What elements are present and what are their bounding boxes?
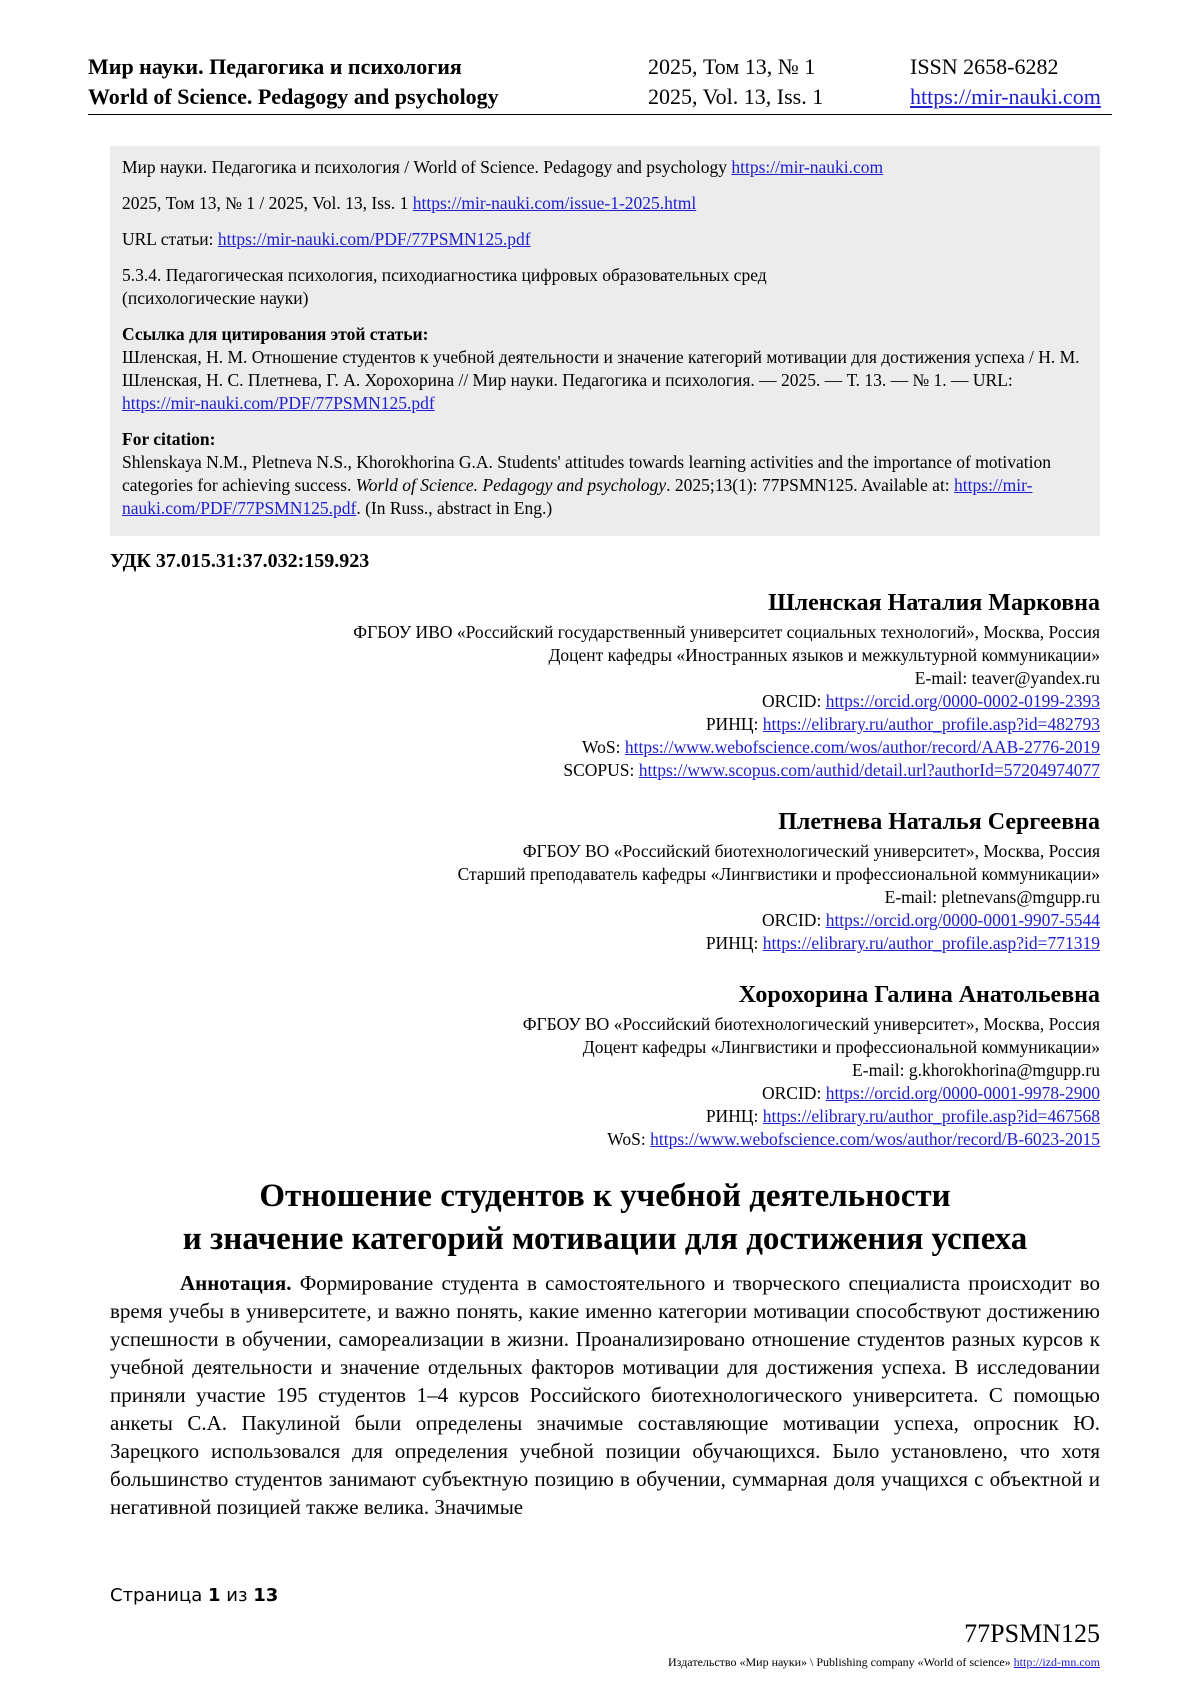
journal-title-ru: Мир науки. Педагогика и психология <box>88 54 462 79</box>
author-position: Доцент кафедры «Лингвистики и профессиональной коммуникации» <box>582 1037 1100 1057</box>
author-email: E-mail: pletnevans@mgupp.ru <box>884 887 1100 907</box>
author-orcid: ORCID: https://orcid.org/0000-0002-0199-2393 <box>762 691 1100 711</box>
author-email: E-mail: g.khorokhorina@mgupp.ru <box>852 1060 1100 1080</box>
author-position: Доцент кафедры «Иностранных языков и межкультурной коммуникации» <box>548 645 1100 665</box>
citation-en-label: For citation: <box>122 429 216 449</box>
author-orcid: ORCID: https://orcid.org/0000-0001-9978-2900 <box>762 1083 1100 1103</box>
rinc-link[interactable]: https://elibrary.ru/author_profile.asp?id=771319 <box>762 933 1100 953</box>
author-wos: WoS: https://www.webofscience.com/wos/author/record/AAB-2776-2019 <box>582 737 1100 757</box>
info-specialty: 5.3.4. Педагогическая психология, психодиагностика цифровых образовательных сред (психологические науки) <box>122 265 767 308</box>
author-orcid: ORCID: https://orcid.org/0000-0001-9907-5544 <box>762 910 1100 930</box>
author-block <box>110 806 1100 955</box>
article-code: 77PSMN125 <box>964 1619 1100 1648</box>
author-email: E-mail: teaver@yandex.ru <box>914 668 1100 688</box>
journal-site-link[interactable]: https://mir-nauki.com <box>910 84 1101 109</box>
citation-en-journal: World of Science. Pedagogy and psychology <box>355 475 667 495</box>
orcid-link[interactable]: https://orcid.org/0000-0001-9907-5544 <box>825 910 1100 930</box>
citation-ru <box>122 323 1088 415</box>
issue-block <box>648 52 823 112</box>
abstract-label: Аннотация. <box>180 1271 292 1295</box>
citation-ru-label: Ссылка для цитирования этой статьи: <box>122 324 429 344</box>
info-article-url-link[interactable]: https://mir-nauki.com/PDF/77PSMN125.pdf <box>217 229 531 249</box>
issue-ru: 2025, Том 13, № 1 <box>648 54 816 79</box>
author-name: Хорохорина Галина Анатольевна <box>738 982 1100 1008</box>
journal-title-block <box>88 52 499 112</box>
author-block <box>110 979 1100 1151</box>
article-info-box <box>110 146 1100 536</box>
scopus-link[interactable]: https://www.scopus.com/authid/detail.url?authorId=57204974077 <box>638 760 1100 780</box>
article-title-line-2: и значение категорий мотивации для достижения успеха <box>182 1221 1028 1257</box>
journal-title-en: World of Science. Pedagogy and psychology <box>88 84 499 109</box>
issn-block <box>910 52 1101 112</box>
publisher-line: Издательство «Мир науки» \ Publishing company «World of science» http://izd-mn.com <box>668 1655 1100 1669</box>
page-number: Страница 1 из 13 <box>110 1585 279 1606</box>
rinc-link[interactable]: https://elibrary.ru/author_profile.asp?id=482793 <box>762 714 1100 734</box>
rinc-link[interactable]: https://elibrary.ru/author_profile.asp?id=467568 <box>762 1106 1100 1126</box>
abstract <box>110 1269 1100 1549</box>
info-issue-link[interactable]: https://mir-nauki.com/issue-1-2025.html <box>412 193 697 213</box>
author-position: Старший преподаватель кафедры «Лингвистики и профессиональной коммуникации» <box>457 864 1100 884</box>
author-block <box>110 587 1100 782</box>
issue-en: 2025, Vol. 13, Iss. 1 <box>648 84 824 109</box>
article-title <box>110 1175 1100 1261</box>
author-wos: WoS: https://www.webofscience.com/wos/author/record/B-6023-2015 <box>607 1129 1100 1149</box>
publisher-link[interactable]: http://izd-mn.com <box>1013 1655 1100 1669</box>
author-org: ФГБОУ ВО «Российский биотехнологический университет», Москва, Россия <box>522 1014 1100 1034</box>
citation-ru-link[interactable]: https://mir-nauki.com/PDF/77PSMN125.pdf <box>122 393 435 413</box>
orcid-link[interactable]: https://orcid.org/0000-0002-0199-2393 <box>825 691 1100 711</box>
info-journal-link[interactable]: https://mir-nauki.com <box>731 157 884 177</box>
citation-en-link[interactable]: https://mir-nauki.com/PDF/77PSMN125.pdf <box>122 475 1033 518</box>
abstract-text: Формирование студента в самостоятельного и творческого специалиста происходит во время учебы в университете, и важно понять, какие именно категории мотивации способствуют достижению успешности в обучении, самореализации в жизни. Проанализировано отношение студентов разных курсов к учебной деятельности и значение отдельных факторов мотивации для достижения успеха. В исследовании приняли участие 195 студентов 1–4 курсов Российского биотехнологического университета. С помощью анкеты С.А. Пакулиной были определены значимые составляющие мотивации успеха, опросник Ю. Зарецкого использовался для определения учебной позиции обучающихся. Было установлено, что хотя большинство студентов занимают субъектную позицию в обучении, суммарная доля учащихся с объектной и негативной позицией также велика. Значимые <box>110 1271 1100 1519</box>
info-issue-line: 2025, Том 13, № 1 / 2025, Vol. 13, Iss. 1 https://mir-nauki.com/issue-1-2025.html <box>122 193 697 213</box>
author-org: ФГБОУ ВО «Российский биотехнологический университет», Москва, Россия <box>522 841 1100 861</box>
citation-ru-text: Шленская, Н. М. Отношение студентов к учебной деятельности и значение категорий мотивации для достижения успеха / Н. М. Шленская, Н. С. Плетнева, Г. А. Хорохорина // Мир науки. Педагогика и психология. — 2025. — Т. 13. — № 1. — URL: <box>122 347 1080 390</box>
author-rinc: РИНЦ: https://elibrary.ru/author_profile.asp?id=467568 <box>705 1106 1100 1126</box>
author-scopus: SCOPUS: https://www.scopus.com/authid/detail.url?authorId=57204974077 <box>563 760 1100 780</box>
author-name: Плетнева Наталья Сергеевна <box>778 809 1100 835</box>
running-header <box>88 52 1112 115</box>
author-rinc: РИНЦ: https://elibrary.ru/author_profile.asp?id=482793 <box>705 714 1100 734</box>
wos-link[interactable]: https://www.webofscience.com/wos/author/record/B-6023-2015 <box>650 1129 1100 1149</box>
orcid-link[interactable]: https://orcid.org/0000-0001-9978-2900 <box>825 1083 1100 1103</box>
article-title-line-1: Отношение студентов к учебной деятельности <box>259 1178 951 1214</box>
author-org: ФГБОУ ИВО «Российский государственный университет социальных технологий», Москва, Россия <box>353 622 1100 642</box>
info-url-line: URL статьи: https://mir-nauki.com/PDF/77PSMN125.pdf <box>122 229 531 249</box>
udk-code: УДК 37.015.31:37.032:159.923 <box>110 550 370 572</box>
author-name: Шленская Наталия Марковна <box>768 590 1100 616</box>
author-rinc: РИНЦ: https://elibrary.ru/author_profile.asp?id=771319 <box>705 933 1100 953</box>
issn: ISSN 2658-6282 <box>910 54 1059 79</box>
citation-en: For citation: Shlenskaya N.M., Pletneva N.S., Khorokhorina G.A. Students' attitudes towards learning activities and the importance of motivation categories for achieving success. World of Science. Pedagogy and psychology. 2025;13(1): 77PSMN125. Available at: https://mir-nauki.com/PDF/77PSMN125.pdf. (In Russ., abstract in Eng.) <box>122 429 1052 518</box>
wos-link[interactable]: https://www.webofscience.com/wos/author/record/AAB-2776-2019 <box>624 737 1100 757</box>
info-journal-line: Мир науки. Педагогика и психология / World of Science. Pedagogy and psychology https://mir-nauki.com <box>122 157 884 177</box>
